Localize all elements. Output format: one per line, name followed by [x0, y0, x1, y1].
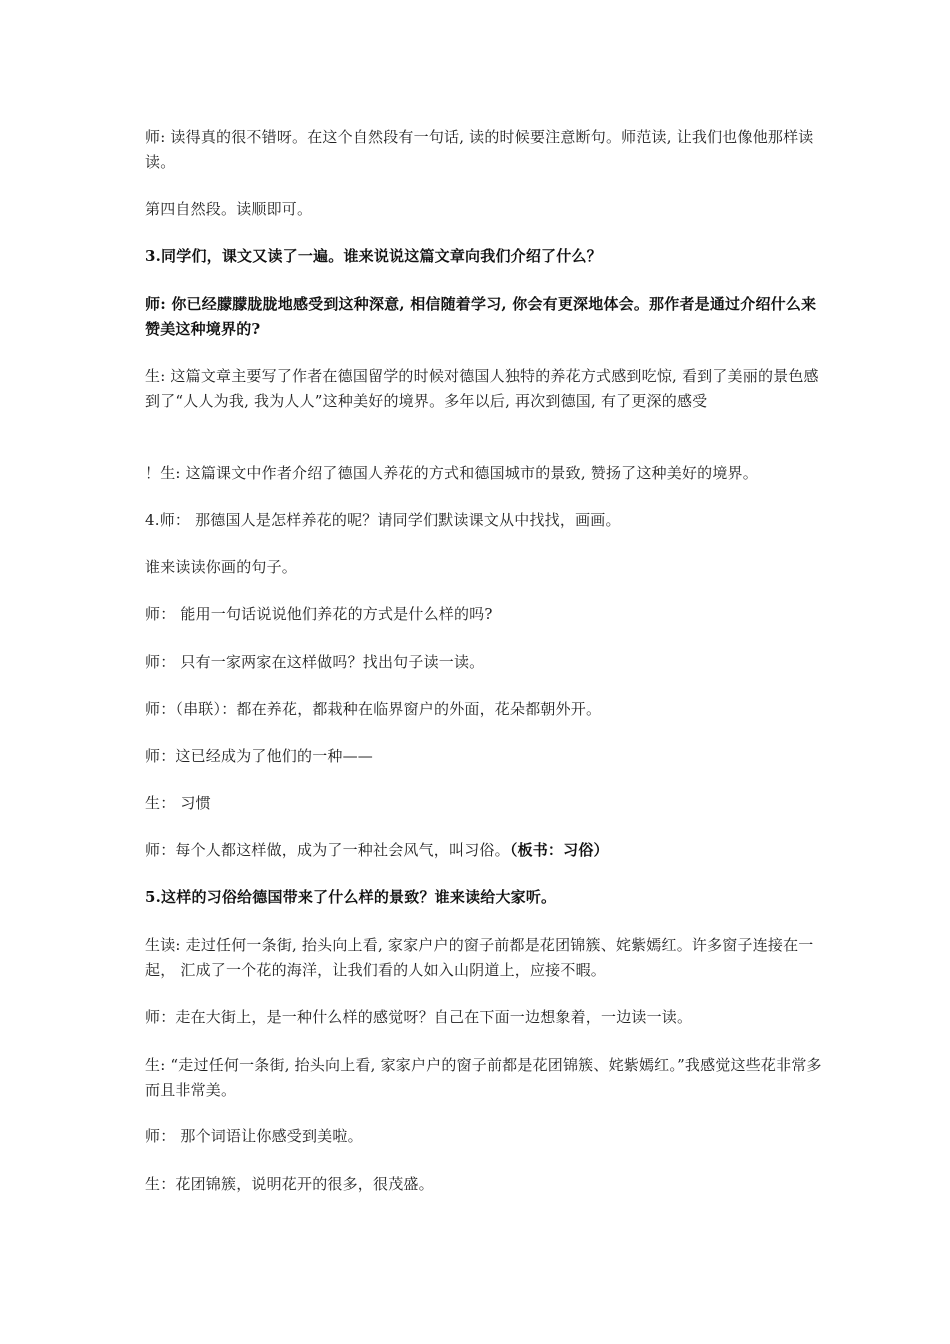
- paragraph-6: ！生: 这篇课文中作者介绍了德国人养花的方式和德国城市的景致, 赞扬了这种美好的境界。: [145, 464, 758, 482]
- paragraph-2: 第四自然段。读顺即可。: [145, 200, 313, 218]
- paragraph-7: 4.师： 那德国人是怎样养花的呢？请同学们默读课文从中找找，画画。: [145, 511, 621, 529]
- paragraph-20: 生：花团锦簇，说明花开的很多，很茂盛。: [145, 1175, 434, 1193]
- paragraph-11: 师：（串联）：都在养花，都栽种在临界窗户的外面，花朵都朝外开。: [145, 700, 602, 718]
- paragraph-18: 生: “走过任何一条街, 抬头向上看, 家家户户的窗子前都是花团锦簇、姹紫嫣红。”我感觉这些花非常多而且非常美。: [145, 1056, 822, 1099]
- paragraph-13: 生： 习惯: [145, 794, 211, 812]
- paragraph-3: 3.同学们，课文又读了一遍。谁来说说这篇文章向我们介绍了什么？: [145, 247, 602, 265]
- paragraph-8: 谁来读读你画的句子。: [145, 558, 298, 576]
- paragraph-1: 师: 读得真的很不错呀。在这个自然段有一句话, 读的时候要注意断句。师范读, 让我们也像他那样读读。: [145, 128, 814, 171]
- paragraph-12: 师：这已经成为了他们的一种——: [145, 747, 374, 765]
- paragraph-9: 师： 能用一句话说说他们养花的方式是什么样的吗?: [145, 605, 493, 623]
- paragraph-10: 师： 只有一家两家在这样做吗？找出句子读一读。: [145, 653, 485, 671]
- board-note: （板书：习俗）: [509, 841, 609, 859]
- paragraph-5: 生: 这篇文章主要写了作者在德国留学的时候对德国人独特的养花方式感到吃惊, 看到了美丽的景色感到了“人人为我, 我为人人”这种美好的境界。多年以后, 再次到德国, 有了更深的感受: [145, 367, 819, 410]
- paragraph-19: 师： 那个词语让你感受到美啦。: [145, 1127, 363, 1145]
- paragraph-17: 师：走在大街上，是一种什么样的感觉呀？自己在下面一边想象着，一边读一读。: [145, 1008, 693, 1026]
- paragraph-14-text: 师：每个人都这样做，成为了一种社会风气，叫习俗。: [145, 841, 510, 859]
- paragraph-4: 师: 你已经朦朦胧胧地感受到这种深意, 相信随着学习, 你会有更深地体会。那作者是通过介绍什么来赞美这种境界的?: [145, 295, 817, 338]
- paragraph-16: 生读: 走过任何一条街, 抬头向上看, 家家户户的窗子前都是花团锦簇、姹紫嫣红。许多窗子连接在一起， 汇成了一个花的海洋，让我们看的人如入山阴道上，应接不暇。: [145, 936, 814, 979]
- paragraph-14: [145, 838, 825, 863]
- paragraph-15: 5.这样的习俗给德国带来了什么样的景致？谁来读给大家听。: [145, 888, 557, 906]
